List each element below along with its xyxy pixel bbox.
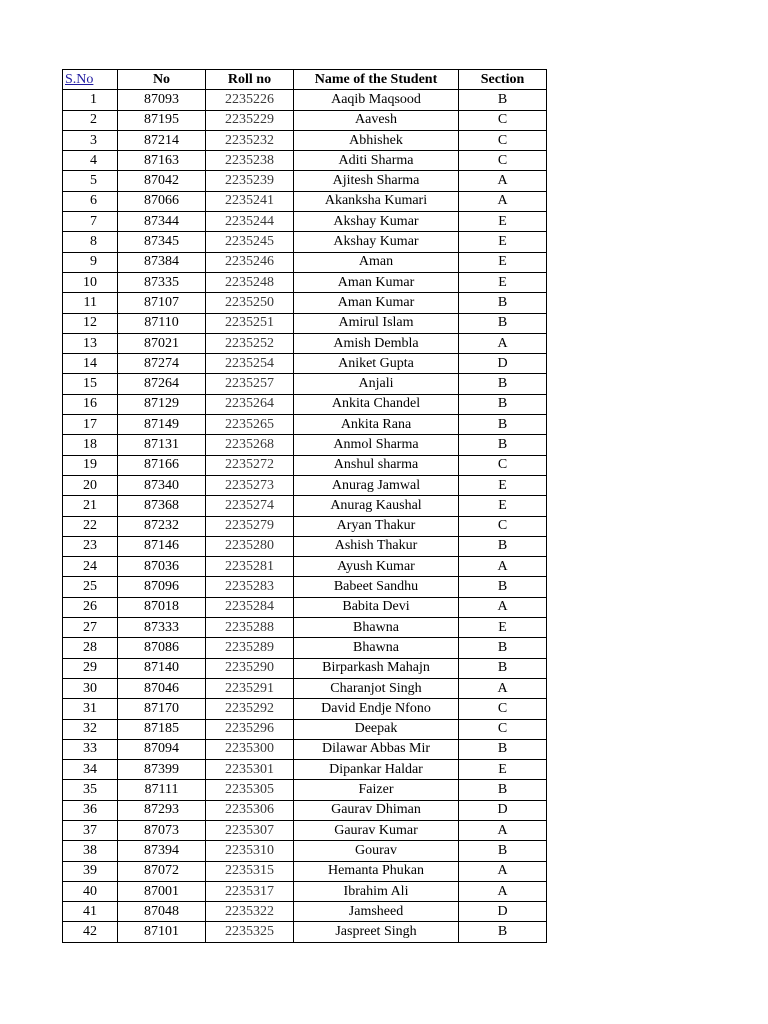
- cell-no: 87368: [118, 496, 206, 516]
- table-row: [63, 374, 547, 394]
- table-row: [63, 861, 547, 881]
- cell-no: 87333: [118, 618, 206, 638]
- cell-no: 87110: [118, 313, 206, 333]
- cell-student-name: Anmol Sharma: [294, 435, 459, 455]
- header-roll-no: Roll no: [206, 70, 294, 90]
- cell-roll-no: 2235317: [206, 881, 294, 901]
- table-row: [63, 394, 547, 414]
- table-row: [63, 354, 547, 374]
- cell-no: 87146: [118, 536, 206, 556]
- cell-section: B: [459, 435, 547, 455]
- cell-sno: 30: [63, 678, 118, 698]
- cell-sno: 9: [63, 252, 118, 272]
- cell-roll-no: 2235264: [206, 394, 294, 414]
- table-row: [63, 333, 547, 353]
- table-row: [63, 516, 547, 536]
- table-row: [63, 272, 547, 292]
- cell-roll-no: 2235301: [206, 760, 294, 780]
- cell-student-name: Amirul Islam: [294, 313, 459, 333]
- cell-student-name: Amish Dembla: [294, 333, 459, 353]
- cell-student-name: Ibrahim Ali: [294, 881, 459, 901]
- cell-student-name: Hemanta Phukan: [294, 861, 459, 881]
- cell-student-name: Ayush Kumar: [294, 557, 459, 577]
- cell-section: D: [459, 902, 547, 922]
- table-row: [63, 171, 547, 191]
- cell-no: 87149: [118, 415, 206, 435]
- cell-roll-no: 2235254: [206, 354, 294, 374]
- cell-no: 87093: [118, 90, 206, 110]
- cell-roll-no: 2235246: [206, 252, 294, 272]
- cell-sno: 17: [63, 415, 118, 435]
- table-row: [63, 800, 547, 820]
- cell-section: D: [459, 800, 547, 820]
- table-row: [63, 638, 547, 658]
- cell-student-name: Akshay Kumar: [294, 232, 459, 252]
- cell-no: 87073: [118, 820, 206, 840]
- cell-student-name: Ashish Thakur: [294, 536, 459, 556]
- cell-sno: 14: [63, 354, 118, 374]
- table-row: [63, 293, 547, 313]
- cell-sno: 21: [63, 496, 118, 516]
- cell-no: 87042: [118, 171, 206, 191]
- cell-sno: 3: [63, 130, 118, 150]
- cell-no: 87094: [118, 739, 206, 759]
- cell-no: 87264: [118, 374, 206, 394]
- table-row: [63, 90, 547, 110]
- cell-roll-no: 2235226: [206, 90, 294, 110]
- cell-student-name: Babeet Sandhu: [294, 577, 459, 597]
- cell-no: 87195: [118, 110, 206, 130]
- cell-section: A: [459, 333, 547, 353]
- cell-sno: 10: [63, 272, 118, 292]
- cell-roll-no: 2235300: [206, 739, 294, 759]
- cell-no: 87345: [118, 232, 206, 252]
- cell-no: 87163: [118, 151, 206, 171]
- cell-roll-no: 2235281: [206, 557, 294, 577]
- cell-section: A: [459, 678, 547, 698]
- cell-student-name: Ankita Chandel: [294, 394, 459, 414]
- cell-no: 87384: [118, 252, 206, 272]
- cell-no: 87131: [118, 435, 206, 455]
- cell-student-name: Aavesh: [294, 110, 459, 130]
- cell-section: B: [459, 577, 547, 597]
- table-row: [63, 739, 547, 759]
- header-student-name: Name of the Student: [294, 70, 459, 90]
- cell-section: E: [459, 272, 547, 292]
- cell-student-name: Ajitesh Sharma: [294, 171, 459, 191]
- cell-section: B: [459, 293, 547, 313]
- cell-sno: 2: [63, 110, 118, 130]
- cell-section: B: [459, 780, 547, 800]
- cell-section: E: [459, 496, 547, 516]
- cell-roll-no: 2235229: [206, 110, 294, 130]
- cell-no: 87340: [118, 475, 206, 495]
- cell-sno: 27: [63, 618, 118, 638]
- cell-no: 87086: [118, 638, 206, 658]
- table-row: [63, 557, 547, 577]
- cell-section: B: [459, 739, 547, 759]
- cell-roll-no: 2235244: [206, 212, 294, 232]
- header-section: Section: [459, 70, 547, 90]
- cell-sno: 36: [63, 800, 118, 820]
- cell-student-name: Birparkash Mahajn: [294, 658, 459, 678]
- cell-section: A: [459, 861, 547, 881]
- cell-student-name: Aditi Sharma: [294, 151, 459, 171]
- cell-section: B: [459, 658, 547, 678]
- cell-roll-no: 2235280: [206, 536, 294, 556]
- cell-no: 87394: [118, 841, 206, 861]
- cell-section: E: [459, 618, 547, 638]
- cell-no: 87072: [118, 861, 206, 881]
- cell-section: E: [459, 252, 547, 272]
- cell-no: 87036: [118, 557, 206, 577]
- cell-roll-no: 2235325: [206, 922, 294, 942]
- cell-sno: 8: [63, 232, 118, 252]
- cell-student-name: Jamsheed: [294, 902, 459, 922]
- cell-roll-no: 2235288: [206, 618, 294, 638]
- table-row: [63, 536, 547, 556]
- cell-roll-no: 2235238: [206, 151, 294, 171]
- cell-roll-no: 2235268: [206, 435, 294, 455]
- table-row: [63, 841, 547, 861]
- cell-sno: 42: [63, 922, 118, 942]
- table-row: [63, 760, 547, 780]
- cell-sno: 28: [63, 638, 118, 658]
- cell-sno: 25: [63, 577, 118, 597]
- cell-no: 87021: [118, 333, 206, 353]
- table-row: [63, 881, 547, 901]
- table-body: [63, 90, 547, 942]
- student-table: [62, 69, 547, 943]
- cell-section: B: [459, 638, 547, 658]
- cell-section: B: [459, 922, 547, 942]
- cell-roll-no: 2235306: [206, 800, 294, 820]
- table-row: [63, 780, 547, 800]
- cell-student-name: Dilawar Abbas Mir: [294, 739, 459, 759]
- cell-student-name: Aman Kumar: [294, 293, 459, 313]
- cell-sno: 11: [63, 293, 118, 313]
- cell-section: B: [459, 90, 547, 110]
- cell-roll-no: 2235241: [206, 191, 294, 211]
- cell-sno: 23: [63, 536, 118, 556]
- cell-section: A: [459, 557, 547, 577]
- cell-student-name: Aaqib Maqsood: [294, 90, 459, 110]
- cell-no: 87399: [118, 760, 206, 780]
- cell-sno: 29: [63, 658, 118, 678]
- cell-no: 87018: [118, 597, 206, 617]
- table-row: [63, 191, 547, 211]
- cell-no: 87344: [118, 212, 206, 232]
- cell-student-name: Charanjot Singh: [294, 678, 459, 698]
- cell-sno: 22: [63, 516, 118, 536]
- table-row: [63, 212, 547, 232]
- header-no: No: [118, 70, 206, 90]
- table-row: [63, 658, 547, 678]
- cell-student-name: Gaurav Dhiman: [294, 800, 459, 820]
- cell-sno: 33: [63, 739, 118, 759]
- cell-section: E: [459, 475, 547, 495]
- table-row: [63, 435, 547, 455]
- cell-sno: 13: [63, 333, 118, 353]
- cell-section: A: [459, 820, 547, 840]
- cell-section: C: [459, 516, 547, 536]
- cell-sno: 20: [63, 475, 118, 495]
- cell-no: 87170: [118, 699, 206, 719]
- table-row: [63, 597, 547, 617]
- cell-student-name: Anjali: [294, 374, 459, 394]
- cell-student-name: Gourav: [294, 841, 459, 861]
- cell-no: 87293: [118, 800, 206, 820]
- cell-no: 87232: [118, 516, 206, 536]
- table-row: [63, 618, 547, 638]
- cell-roll-no: 2235305: [206, 780, 294, 800]
- cell-sno: 4: [63, 151, 118, 171]
- cell-no: 87140: [118, 658, 206, 678]
- cell-roll-no: 2235265: [206, 415, 294, 435]
- cell-student-name: Faizer: [294, 780, 459, 800]
- cell-no: 87185: [118, 719, 206, 739]
- cell-no: 87166: [118, 455, 206, 475]
- cell-sno: 18: [63, 435, 118, 455]
- table-row: [63, 820, 547, 840]
- cell-no: 87096: [118, 577, 206, 597]
- cell-student-name: Babita Devi: [294, 597, 459, 617]
- cell-sno: 39: [63, 861, 118, 881]
- cell-student-name: Anurag Jamwal: [294, 475, 459, 495]
- cell-section: A: [459, 881, 547, 901]
- cell-sno: 26: [63, 597, 118, 617]
- cell-roll-no: 2235283: [206, 577, 294, 597]
- table-row: [63, 719, 547, 739]
- cell-section: E: [459, 760, 547, 780]
- cell-sno: 31: [63, 699, 118, 719]
- cell-section: B: [459, 415, 547, 435]
- table-row: [63, 252, 547, 272]
- cell-student-name: Ankita Rana: [294, 415, 459, 435]
- cell-roll-no: 2235310: [206, 841, 294, 861]
- cell-no: 87048: [118, 902, 206, 922]
- cell-student-name: Abhishek: [294, 130, 459, 150]
- cell-student-name: Deepak: [294, 719, 459, 739]
- cell-section: C: [459, 719, 547, 739]
- cell-sno: 37: [63, 820, 118, 840]
- cell-student-name: Jaspreet Singh: [294, 922, 459, 942]
- cell-section: D: [459, 354, 547, 374]
- cell-section: A: [459, 597, 547, 617]
- cell-roll-no: 2235251: [206, 313, 294, 333]
- cell-student-name: Anurag Kaushal: [294, 496, 459, 516]
- table-header-row: [63, 70, 547, 90]
- cell-sno: 41: [63, 902, 118, 922]
- cell-no: 87107: [118, 293, 206, 313]
- cell-section: B: [459, 374, 547, 394]
- cell-roll-no: 2235307: [206, 820, 294, 840]
- cell-section: B: [459, 313, 547, 333]
- cell-no: 87274: [118, 354, 206, 374]
- cell-roll-no: 2235252: [206, 333, 294, 353]
- table-row: [63, 415, 547, 435]
- cell-no: 87101: [118, 922, 206, 942]
- table-row: [63, 496, 547, 516]
- table-row: [63, 455, 547, 475]
- cell-section: C: [459, 151, 547, 171]
- cell-section: C: [459, 455, 547, 475]
- cell-roll-no: 2235272: [206, 455, 294, 475]
- table-row: [63, 232, 547, 252]
- cell-no: 87129: [118, 394, 206, 414]
- table-row: [63, 130, 547, 150]
- cell-no: 87111: [118, 780, 206, 800]
- cell-roll-no: 2235250: [206, 293, 294, 313]
- cell-student-name: Bhawna: [294, 638, 459, 658]
- cell-sno: 24: [63, 557, 118, 577]
- cell-roll-no: 2235315: [206, 861, 294, 881]
- cell-no: 87335: [118, 272, 206, 292]
- cell-roll-no: 2235279: [206, 516, 294, 536]
- cell-roll-no: 2235248: [206, 272, 294, 292]
- cell-sno: 38: [63, 841, 118, 861]
- cell-section: C: [459, 130, 547, 150]
- table-row: [63, 922, 547, 942]
- cell-section: E: [459, 232, 547, 252]
- cell-section: B: [459, 841, 547, 861]
- cell-roll-no: 2235284: [206, 597, 294, 617]
- cell-section: E: [459, 212, 547, 232]
- cell-student-name: Aman Kumar: [294, 272, 459, 292]
- cell-sno: 12: [63, 313, 118, 333]
- cell-student-name: Dipankar Haldar: [294, 760, 459, 780]
- table-row: [63, 151, 547, 171]
- cell-no: 87046: [118, 678, 206, 698]
- cell-student-name: Akanksha Kumari: [294, 191, 459, 211]
- cell-section: B: [459, 394, 547, 414]
- cell-roll-no: 2235322: [206, 902, 294, 922]
- cell-student-name: Aniket Gupta: [294, 354, 459, 374]
- header-sno-link[interactable]: S.No: [63, 70, 118, 90]
- cell-sno: 34: [63, 760, 118, 780]
- cell-section: C: [459, 110, 547, 130]
- cell-student-name: David Endje Nfono: [294, 699, 459, 719]
- cell-roll-no: 2235292: [206, 699, 294, 719]
- cell-student-name: Anshul sharma: [294, 455, 459, 475]
- cell-roll-no: 2235290: [206, 658, 294, 678]
- cell-student-name: Akshay Kumar: [294, 212, 459, 232]
- cell-sno: 5: [63, 171, 118, 191]
- cell-student-name: Gaurav Kumar: [294, 820, 459, 840]
- table-row: [63, 902, 547, 922]
- cell-student-name: Aryan Thakur: [294, 516, 459, 536]
- cell-roll-no: 2235274: [206, 496, 294, 516]
- cell-section: A: [459, 191, 547, 211]
- student-list-sheet: [62, 69, 547, 943]
- cell-sno: 16: [63, 394, 118, 414]
- cell-sno: 32: [63, 719, 118, 739]
- table-row: [63, 110, 547, 130]
- cell-roll-no: 2235291: [206, 678, 294, 698]
- cell-section: B: [459, 536, 547, 556]
- cell-roll-no: 2235232: [206, 130, 294, 150]
- cell-student-name: Aman: [294, 252, 459, 272]
- cell-roll-no: 2235273: [206, 475, 294, 495]
- cell-sno: 40: [63, 881, 118, 901]
- cell-roll-no: 2235296: [206, 719, 294, 739]
- table-row: [63, 577, 547, 597]
- cell-no: 87214: [118, 130, 206, 150]
- cell-sno: 15: [63, 374, 118, 394]
- cell-roll-no: 2235245: [206, 232, 294, 252]
- cell-no: 87066: [118, 191, 206, 211]
- table-row: [63, 475, 547, 495]
- cell-sno: 35: [63, 780, 118, 800]
- cell-sno: 7: [63, 212, 118, 232]
- table-row: [63, 678, 547, 698]
- cell-roll-no: 2235239: [206, 171, 294, 191]
- cell-roll-no: 2235257: [206, 374, 294, 394]
- cell-sno: 19: [63, 455, 118, 475]
- cell-section: A: [459, 171, 547, 191]
- cell-no: 87001: [118, 881, 206, 901]
- cell-roll-no: 2235289: [206, 638, 294, 658]
- cell-sno: 1: [63, 90, 118, 110]
- cell-section: C: [459, 699, 547, 719]
- table-row: [63, 699, 547, 719]
- cell-sno: 6: [63, 191, 118, 211]
- cell-student-name: Bhawna: [294, 618, 459, 638]
- table-row: [63, 313, 547, 333]
